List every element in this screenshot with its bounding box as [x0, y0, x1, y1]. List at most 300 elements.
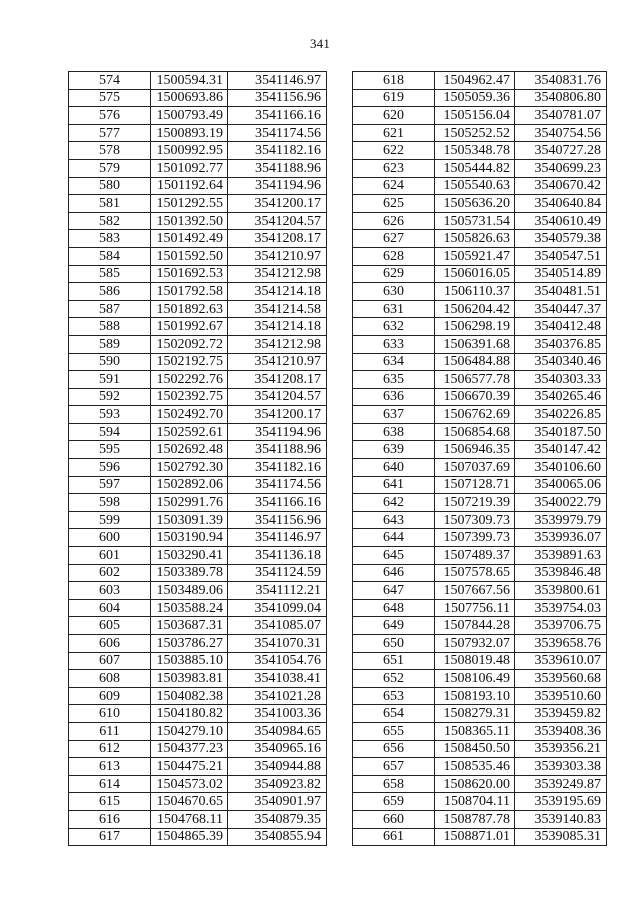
table-row	[353, 810, 607, 828]
y-coordinate-cell: 3541194.96	[228, 423, 327, 441]
point-number-cell: 628	[353, 247, 435, 265]
y-coordinate-cell: 3539560.68	[515, 670, 607, 688]
x-coordinate-cell: 1503588.24	[151, 599, 228, 617]
y-coordinate-cell: 3540106.60	[515, 459, 607, 477]
table-row	[69, 195, 327, 213]
point-number-cell: 650	[353, 635, 435, 653]
table-row	[353, 247, 607, 265]
point-number-cell: 624	[353, 177, 435, 195]
y-coordinate-cell: 3539303.38	[515, 758, 607, 776]
point-number-cell: 616	[69, 810, 151, 828]
x-coordinate-cell: 1502592.61	[151, 423, 228, 441]
point-number-cell: 633	[353, 335, 435, 353]
y-coordinate-cell: 3539754.03	[515, 599, 607, 617]
table-row	[69, 775, 327, 793]
x-coordinate-cell: 1504082.38	[151, 687, 228, 705]
table-row	[353, 740, 607, 758]
x-coordinate-cell: 1507219.39	[435, 494, 515, 512]
point-number-cell: 611	[69, 722, 151, 740]
x-coordinate-cell: 1507037.69	[435, 459, 515, 477]
point-number-cell: 577	[69, 124, 151, 142]
x-coordinate-cell: 1507399.73	[435, 529, 515, 547]
table-row	[353, 300, 607, 318]
x-coordinate-cell: 1503687.31	[151, 617, 228, 635]
y-coordinate-cell: 3541156.96	[228, 89, 327, 107]
y-coordinate-cell: 3540640.84	[515, 195, 607, 213]
point-number-cell: 621	[353, 124, 435, 142]
x-coordinate-cell: 1501692.53	[151, 265, 228, 283]
table-row	[69, 670, 327, 688]
point-number-cell: 638	[353, 423, 435, 441]
y-coordinate-cell: 3541188.96	[228, 441, 327, 459]
point-number-cell: 648	[353, 599, 435, 617]
table-row	[353, 511, 607, 529]
y-coordinate-cell: 3540547.51	[515, 247, 607, 265]
y-coordinate-cell: 3539249.87	[515, 775, 607, 793]
y-coordinate-cell: 3541021.28	[228, 687, 327, 705]
y-coordinate-cell: 3541208.17	[228, 371, 327, 389]
table-row	[353, 441, 607, 459]
point-number-cell: 644	[353, 529, 435, 547]
x-coordinate-cell: 1501492.49	[151, 230, 228, 248]
y-coordinate-cell: 3541085.07	[228, 617, 327, 635]
point-number-cell: 649	[353, 617, 435, 635]
point-number-cell: 637	[353, 406, 435, 424]
table-row	[69, 599, 327, 617]
table-row	[353, 159, 607, 177]
x-coordinate-cell: 1506670.39	[435, 388, 515, 406]
point-number-cell: 614	[69, 775, 151, 793]
table-row	[353, 72, 607, 90]
x-coordinate-cell: 1505540.63	[435, 177, 515, 195]
table-row	[353, 177, 607, 195]
table-row	[69, 547, 327, 565]
x-coordinate-cell: 1503091.39	[151, 511, 228, 529]
table-row	[353, 758, 607, 776]
table-row	[353, 564, 607, 582]
y-coordinate-cell: 3541212.98	[228, 335, 327, 353]
x-coordinate-cell: 1506577.78	[435, 371, 515, 389]
point-number-cell: 591	[69, 371, 151, 389]
x-coordinate-cell: 1507578.65	[435, 564, 515, 582]
table-row	[353, 265, 607, 283]
y-coordinate-cell: 3540412.48	[515, 318, 607, 336]
x-coordinate-cell: 1508193.10	[435, 687, 515, 705]
table-row	[69, 212, 327, 230]
table-row	[353, 423, 607, 441]
table-row	[353, 371, 607, 389]
point-number-cell: 600	[69, 529, 151, 547]
x-coordinate-cell: 1502692.48	[151, 441, 228, 459]
y-coordinate-cell: 3539085.31	[515, 828, 607, 846]
y-coordinate-cell: 3540610.49	[515, 212, 607, 230]
point-number-cell: 580	[69, 177, 151, 195]
point-number-cell: 576	[69, 107, 151, 125]
table-row	[353, 89, 607, 107]
x-coordinate-cell: 1505826.63	[435, 230, 515, 248]
y-coordinate-cell: 3541200.17	[228, 195, 327, 213]
point-number-cell: 602	[69, 564, 151, 582]
point-number-cell: 601	[69, 547, 151, 565]
point-number-cell: 636	[353, 388, 435, 406]
y-coordinate-cell: 3540303.33	[515, 371, 607, 389]
table-row	[69, 476, 327, 494]
table-row	[353, 195, 607, 213]
y-coordinate-cell: 3541212.98	[228, 265, 327, 283]
y-coordinate-cell: 3541054.76	[228, 652, 327, 670]
x-coordinate-cell: 1501992.67	[151, 318, 228, 336]
table-row	[69, 793, 327, 811]
point-number-cell: 623	[353, 159, 435, 177]
point-number-cell: 629	[353, 265, 435, 283]
y-coordinate-cell: 3540754.56	[515, 124, 607, 142]
point-number-cell: 592	[69, 388, 151, 406]
x-coordinate-cell: 1506016.05	[435, 265, 515, 283]
table-row	[69, 318, 327, 336]
x-coordinate-cell: 1500893.19	[151, 124, 228, 142]
y-coordinate-cell: 3540447.37	[515, 300, 607, 318]
y-coordinate-cell: 3540727.28	[515, 142, 607, 160]
table-row	[69, 72, 327, 90]
x-coordinate-cell: 1502991.76	[151, 494, 228, 512]
y-coordinate-cell: 3541146.97	[228, 529, 327, 547]
table-row	[353, 705, 607, 723]
y-coordinate-cell: 3540147.42	[515, 441, 607, 459]
y-coordinate-cell: 3540376.85	[515, 335, 607, 353]
x-coordinate-cell: 1504865.39	[151, 828, 228, 846]
x-coordinate-cell: 1504475.21	[151, 758, 228, 776]
x-coordinate-cell: 1506946.35	[435, 441, 515, 459]
point-number-cell: 646	[353, 564, 435, 582]
point-number-cell: 608	[69, 670, 151, 688]
y-coordinate-cell: 3539846.48	[515, 564, 607, 582]
y-coordinate-cell: 3541208.17	[228, 230, 327, 248]
x-coordinate-cell: 1506762.69	[435, 406, 515, 424]
table-row	[69, 635, 327, 653]
y-coordinate-cell: 3541166.16	[228, 494, 327, 512]
point-number-cell: 654	[353, 705, 435, 723]
table-row	[69, 247, 327, 265]
y-coordinate-cell: 3540187.50	[515, 423, 607, 441]
y-coordinate-cell: 3541099.04	[228, 599, 327, 617]
point-number-cell: 594	[69, 423, 151, 441]
point-number-cell: 618	[353, 72, 435, 90]
point-number-cell: 582	[69, 212, 151, 230]
x-coordinate-cell: 1508106.49	[435, 670, 515, 688]
x-coordinate-cell: 1508704.11	[435, 793, 515, 811]
table-row	[69, 230, 327, 248]
table-row	[69, 159, 327, 177]
y-coordinate-cell: 3540670.42	[515, 177, 607, 195]
x-coordinate-cell: 1500594.31	[151, 72, 228, 90]
y-coordinate-cell: 3541182.16	[228, 142, 327, 160]
x-coordinate-cell: 1506204.42	[435, 300, 515, 318]
point-number-cell: 589	[69, 335, 151, 353]
table-row	[353, 318, 607, 336]
x-coordinate-cell: 1503786.27	[151, 635, 228, 653]
y-coordinate-cell: 3541003.36	[228, 705, 327, 723]
x-coordinate-cell: 1507756.11	[435, 599, 515, 617]
table-row	[69, 300, 327, 318]
point-number-cell: 595	[69, 441, 151, 459]
table-row	[69, 582, 327, 600]
table-row	[69, 529, 327, 547]
y-coordinate-cell: 3540944.88	[228, 758, 327, 776]
point-number-cell: 659	[353, 793, 435, 811]
point-number-cell: 586	[69, 283, 151, 301]
y-coordinate-cell: 3540965.16	[228, 740, 327, 758]
x-coordinate-cell: 1506391.68	[435, 335, 515, 353]
y-coordinate-cell: 3541156.96	[228, 511, 327, 529]
table-row	[69, 705, 327, 723]
x-coordinate-cell: 1504279.10	[151, 722, 228, 740]
table-row	[69, 740, 327, 758]
point-number-cell: 588	[69, 318, 151, 336]
x-coordinate-cell: 1506484.88	[435, 353, 515, 371]
x-coordinate-cell: 1502892.06	[151, 476, 228, 494]
x-coordinate-cell: 1506298.19	[435, 318, 515, 336]
table-row	[69, 652, 327, 670]
x-coordinate-cell: 1503389.78	[151, 564, 228, 582]
table-row	[353, 599, 607, 617]
y-coordinate-cell: 3540481.51	[515, 283, 607, 301]
table-row	[353, 635, 607, 653]
point-number-cell: 598	[69, 494, 151, 512]
x-coordinate-cell: 1503983.81	[151, 670, 228, 688]
y-coordinate-cell: 3541204.57	[228, 212, 327, 230]
table-row	[353, 406, 607, 424]
y-coordinate-cell: 3540806.80	[515, 89, 607, 107]
point-number-cell: 605	[69, 617, 151, 635]
table-row	[353, 142, 607, 160]
point-number-cell: 578	[69, 142, 151, 160]
y-coordinate-cell: 3540699.23	[515, 159, 607, 177]
table-row	[353, 283, 607, 301]
point-number-cell: 634	[353, 353, 435, 371]
table-row	[69, 441, 327, 459]
x-coordinate-cell: 1508620.00	[435, 775, 515, 793]
table-row	[69, 758, 327, 776]
x-coordinate-cell: 1507667.56	[435, 582, 515, 600]
y-coordinate-cell: 3540340.46	[515, 353, 607, 371]
coordinate-table-right	[352, 71, 607, 846]
y-coordinate-cell: 3541214.18	[228, 283, 327, 301]
table-row	[69, 335, 327, 353]
point-number-cell: 584	[69, 247, 151, 265]
x-coordinate-cell: 1504180.82	[151, 705, 228, 723]
y-coordinate-cell: 3541166.16	[228, 107, 327, 125]
y-coordinate-cell: 3539510.60	[515, 687, 607, 705]
table-row	[69, 423, 327, 441]
point-number-cell: 641	[353, 476, 435, 494]
x-coordinate-cell: 1507844.28	[435, 617, 515, 635]
point-number-cell: 574	[69, 72, 151, 90]
point-number-cell: 603	[69, 582, 151, 600]
y-coordinate-cell: 3540831.76	[515, 72, 607, 90]
x-coordinate-cell: 1502192.75	[151, 353, 228, 371]
table-row	[69, 511, 327, 529]
y-coordinate-cell: 3541188.96	[228, 159, 327, 177]
y-coordinate-cell: 3539610.07	[515, 652, 607, 670]
point-number-cell: 626	[353, 212, 435, 230]
x-coordinate-cell: 1501192.64	[151, 177, 228, 195]
table-row	[69, 388, 327, 406]
x-coordinate-cell: 1500793.49	[151, 107, 228, 125]
table-row	[69, 494, 327, 512]
x-coordinate-cell: 1507489.37	[435, 547, 515, 565]
coordinate-table-left	[68, 71, 327, 846]
x-coordinate-cell: 1505444.82	[435, 159, 515, 177]
x-coordinate-cell: 1502292.76	[151, 371, 228, 389]
point-number-cell: 640	[353, 459, 435, 477]
point-number-cell: 631	[353, 300, 435, 318]
table-row	[353, 230, 607, 248]
point-number-cell: 612	[69, 740, 151, 758]
table-row	[353, 828, 607, 846]
table-row	[69, 459, 327, 477]
point-number-cell: 661	[353, 828, 435, 846]
table-row	[353, 529, 607, 547]
y-coordinate-cell: 3541112.21	[228, 582, 327, 600]
table-row	[69, 371, 327, 389]
y-coordinate-cell: 3539706.75	[515, 617, 607, 635]
table-row	[353, 582, 607, 600]
y-coordinate-cell: 3541124.59	[228, 564, 327, 582]
point-number-cell: 597	[69, 476, 151, 494]
point-number-cell: 625	[353, 195, 435, 213]
x-coordinate-cell: 1505156.04	[435, 107, 515, 125]
y-coordinate-cell: 3540901.97	[228, 793, 327, 811]
x-coordinate-cell: 1502792.30	[151, 459, 228, 477]
x-coordinate-cell: 1506854.68	[435, 423, 515, 441]
table-row	[69, 406, 327, 424]
y-coordinate-cell: 3541174.56	[228, 476, 327, 494]
x-coordinate-cell: 1504962.47	[435, 72, 515, 90]
x-coordinate-cell: 1506110.37	[435, 283, 515, 301]
x-coordinate-cell: 1504670.65	[151, 793, 228, 811]
point-number-cell: 657	[353, 758, 435, 776]
point-number-cell: 607	[69, 652, 151, 670]
table-row	[353, 107, 607, 125]
point-number-cell: 579	[69, 159, 151, 177]
point-number-cell: 655	[353, 722, 435, 740]
y-coordinate-cell: 3539356.21	[515, 740, 607, 758]
x-coordinate-cell: 1501792.58	[151, 283, 228, 301]
y-coordinate-cell: 3539891.63	[515, 547, 607, 565]
point-number-cell: 585	[69, 265, 151, 283]
x-coordinate-cell: 1503190.94	[151, 529, 228, 547]
table-row	[69, 617, 327, 635]
x-coordinate-cell: 1507932.07	[435, 635, 515, 653]
y-coordinate-cell: 3541214.18	[228, 318, 327, 336]
y-coordinate-cell: 3541200.17	[228, 406, 327, 424]
x-coordinate-cell: 1501092.77	[151, 159, 228, 177]
table-row	[353, 335, 607, 353]
y-coordinate-cell: 3539459.82	[515, 705, 607, 723]
y-coordinate-cell: 3541210.97	[228, 353, 327, 371]
table-row	[353, 652, 607, 670]
x-coordinate-cell: 1502092.72	[151, 335, 228, 353]
page-number: 341	[309, 36, 331, 51]
table-row	[69, 828, 327, 846]
y-coordinate-cell: 3540226.85	[515, 406, 607, 424]
point-number-cell: 632	[353, 318, 435, 336]
point-number-cell: 651	[353, 652, 435, 670]
x-coordinate-cell: 1508365.11	[435, 722, 515, 740]
point-number-cell: 599	[69, 511, 151, 529]
point-number-cell: 609	[69, 687, 151, 705]
x-coordinate-cell: 1508787.78	[435, 810, 515, 828]
x-coordinate-cell: 1503290.41	[151, 547, 228, 565]
y-coordinate-cell: 3539195.69	[515, 793, 607, 811]
x-coordinate-cell: 1505636.20	[435, 195, 515, 213]
y-coordinate-cell: 3541038.41	[228, 670, 327, 688]
point-number-cell: 596	[69, 459, 151, 477]
y-coordinate-cell: 3540781.07	[515, 107, 607, 125]
table-row	[69, 89, 327, 107]
x-coordinate-cell: 1505252.52	[435, 124, 515, 142]
x-coordinate-cell: 1508279.31	[435, 705, 515, 723]
table-row	[69, 810, 327, 828]
x-coordinate-cell: 1503489.06	[151, 582, 228, 600]
table-row	[353, 670, 607, 688]
point-number-cell: 593	[69, 406, 151, 424]
x-coordinate-cell: 1508871.01	[435, 828, 515, 846]
y-coordinate-cell: 3541194.96	[228, 177, 327, 195]
table-row	[69, 564, 327, 582]
point-number-cell: 647	[353, 582, 435, 600]
x-coordinate-cell: 1503885.10	[151, 652, 228, 670]
y-coordinate-cell: 3539658.76	[515, 635, 607, 653]
y-coordinate-cell: 3541182.16	[228, 459, 327, 477]
x-coordinate-cell: 1504768.11	[151, 810, 228, 828]
table-row	[353, 793, 607, 811]
table-row	[353, 775, 607, 793]
y-coordinate-cell: 3541214.58	[228, 300, 327, 318]
point-number-cell: 617	[69, 828, 151, 846]
point-number-cell: 627	[353, 230, 435, 248]
table-row	[69, 124, 327, 142]
x-coordinate-cell: 1505348.78	[435, 142, 515, 160]
y-coordinate-cell: 3541210.97	[228, 247, 327, 265]
x-coordinate-cell: 1500693.86	[151, 89, 228, 107]
point-number-cell: 643	[353, 511, 435, 529]
point-number-cell: 642	[353, 494, 435, 512]
y-coordinate-cell: 3540984.65	[228, 722, 327, 740]
point-number-cell: 658	[353, 775, 435, 793]
y-coordinate-cell: 3540265.46	[515, 388, 607, 406]
y-coordinate-cell: 3541204.57	[228, 388, 327, 406]
x-coordinate-cell: 1505059.36	[435, 89, 515, 107]
y-coordinate-cell: 3540879.35	[228, 810, 327, 828]
point-number-cell: 583	[69, 230, 151, 248]
table-row	[69, 687, 327, 705]
y-coordinate-cell: 3540022.79	[515, 494, 607, 512]
y-coordinate-cell: 3539408.36	[515, 722, 607, 740]
table-row	[353, 353, 607, 371]
point-number-cell: 575	[69, 89, 151, 107]
y-coordinate-cell: 3539979.79	[515, 511, 607, 529]
y-coordinate-cell: 3540923.82	[228, 775, 327, 793]
table-row	[353, 687, 607, 705]
point-number-cell: 581	[69, 195, 151, 213]
point-number-cell: 639	[353, 441, 435, 459]
point-number-cell: 604	[69, 599, 151, 617]
x-coordinate-cell: 1501892.63	[151, 300, 228, 318]
table-row	[69, 107, 327, 125]
point-number-cell: 620	[353, 107, 435, 125]
table-row	[69, 283, 327, 301]
